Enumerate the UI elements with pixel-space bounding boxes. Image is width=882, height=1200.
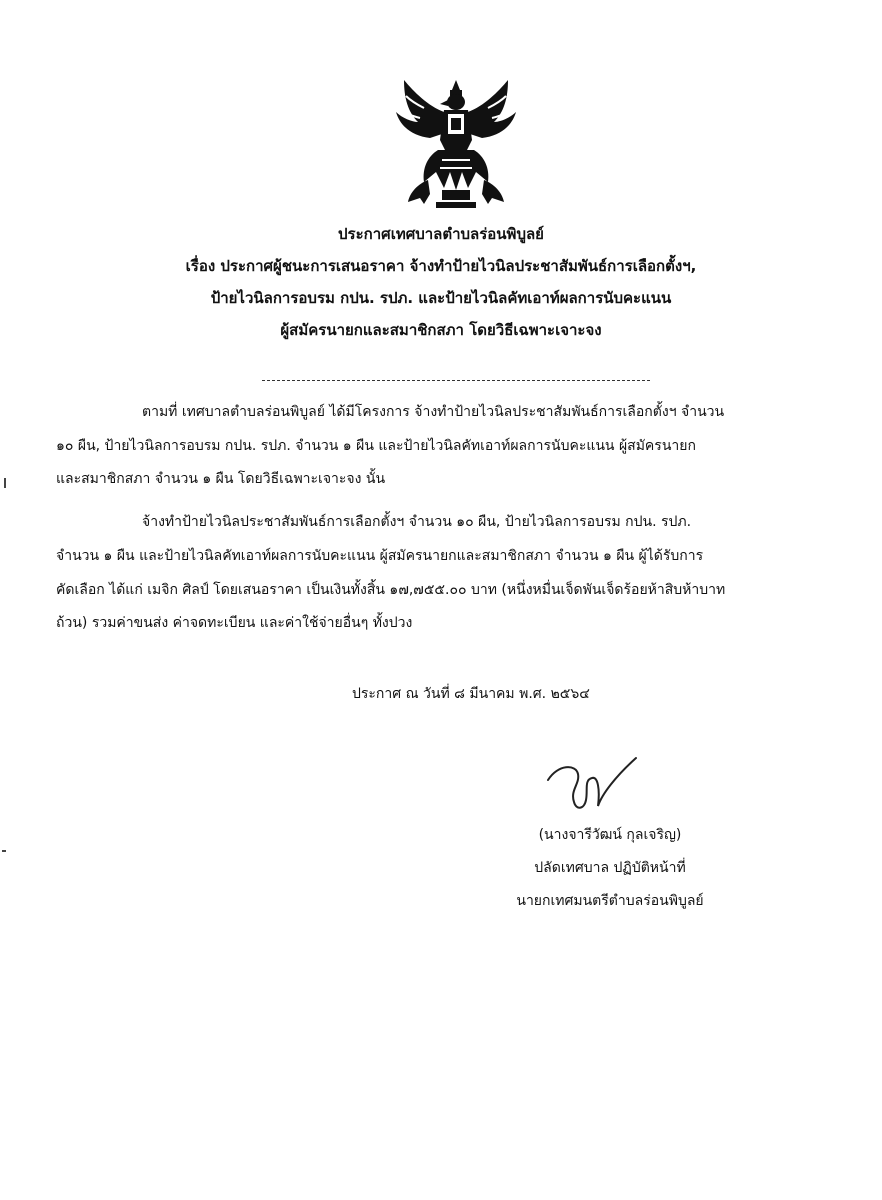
scan-mark [2,850,6,852]
paragraph-2-line-4: ถ้วน) รวมค่าขนส่ง ค่าจดทะเบียน และค่าใช้จ่ายอื่นๆ ทั้งปวง [56,615,413,631]
signatory-acting-position: นายกเทศมนตรีตำบลร่อนพิบูลย์ [516,893,704,909]
scan-mark [4,478,6,488]
subject-line-3: ผู้สมัครนายกและสมาชิกสภา โดยวิธีเฉพาะเจาะจง [280,321,602,339]
header-divider [262,380,650,381]
paragraph-1-line-1: ตามที่ เทศบาลตำบลร่อนพิบูลย์ ได้มีโครงการ จ้างทำป้ายไวนิลประชาสัมพันธ์การเลือกตั้งฯ จำนวน [142,404,725,420]
paragraph-1-line-3: และสมาชิกสภา จำนวน ๑ ผืน โดยวิธีเฉพาะเจาะจง นั้น [56,471,386,487]
announcement-date: ประกาศ ณ วันที่ ๘ มีนาคม พ.ศ. ๒๕๖๔ [352,686,590,702]
garuda-emblem-icon [388,76,524,212]
paragraph-1-line-2: ๑๐ ผืน, ป้ายไวนิลการอบรม กปน. รปภ. จำนวน ๑ ผืน และป้ายไวนิลคัทเอาท์ผลการนับคะแนน ผู้สมัครนายก [56,438,696,454]
announcement-title: ประกาศเทศบาลตำบลร่อนพิบูลย์ [338,225,544,243]
handwritten-signature [540,750,660,820]
paragraph-2-line-3: คัดเลือก ได้แก่ เมจิก ศิลป์ โดยเสนอราคา เป็นเงินทั้งสิ้น ๑๗,๗๕๕.๐๐ บาท (หนึ่งหมื่นเจ็ดพันเจ็ดร้อยห้าสิบห้าบาท [56,582,726,598]
paragraph-2-line-1: จ้างทำป้ายไวนิลประชาสัมพันธ์การเลือกตั้งฯ จำนวน ๑๐ ผืน, ป้ายไวนิลการอบรม กปน. รปภ. [142,514,692,530]
subject-line-1: เรื่อง ประกาศผู้ชนะการเสนอราคา จ้างทำป้ายไวนิลประชาสัมพันธ์การเลือกตั้งฯ, [185,257,697,275]
signatory-name: (นางจารีวัฒน์ กุลเจริญ) [538,827,682,843]
signatory-position: ปลัดเทศบาล ปฏิบัติหน้าที่ [534,860,686,876]
subject-line-2: ป้ายไวนิลการอบรม กปน. รปภ. และป้ายไวนิลคัทเอาท์ผลการนับคะแนน [210,289,672,307]
paragraph-2-line-2: จำนวน ๑ ผืน และป้ายไวนิลคัทเอาท์ผลการนับคะแนน ผู้สมัครนายกและสมาชิกสภา จำนวน ๑ ผืน ผู้ได้รับการ [56,548,704,564]
